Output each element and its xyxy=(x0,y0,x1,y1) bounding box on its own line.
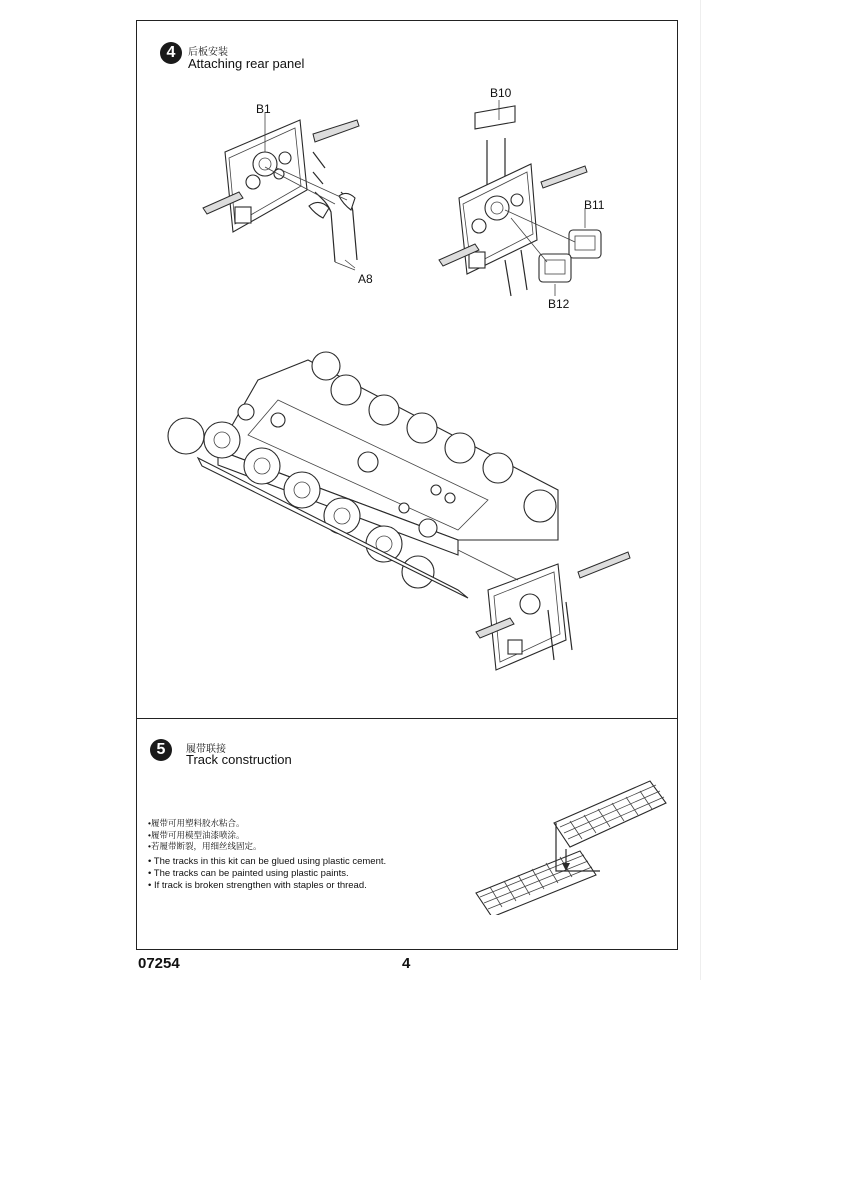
hull-assembly-drawing xyxy=(158,340,638,685)
note-en-1: • The tracks in this kit can be glued using plastic cement. xyxy=(148,855,387,867)
note-zh-1: •履带可用塑料胶水粘合。 xyxy=(148,818,245,828)
step-4-number: 4 xyxy=(166,44,176,61)
step-5-badge xyxy=(150,739,172,761)
note-zh-3: •若履带断裂，用细丝线固定。 xyxy=(148,841,262,851)
section-divider xyxy=(136,718,678,719)
part-label-b10: B10 xyxy=(490,86,512,100)
part-label-a8: A8 xyxy=(358,272,373,286)
note-zh-2: •履带可用模型油漆喷涂。 xyxy=(148,829,245,840)
upper-track-run xyxy=(554,781,666,847)
part-label-b12: B12 xyxy=(548,297,570,311)
step-5-title-en: Track construction xyxy=(186,752,292,767)
step-4-badge xyxy=(160,42,182,64)
page-number: 4 xyxy=(402,955,411,972)
step-5-number: 5 xyxy=(156,741,166,758)
track-construction-drawing xyxy=(470,775,670,915)
note-en-3: • If track is broken strengthen with staples or thread. xyxy=(148,879,367,891)
kit-code: 07254 xyxy=(138,955,180,972)
step-5-title-zh: 履带联接 xyxy=(186,744,226,755)
lower-track-run xyxy=(476,851,596,915)
step-4-title-zh: 后板安装 xyxy=(188,47,228,58)
scan-edge xyxy=(700,0,701,980)
step-4-title-en: Attaching rear panel xyxy=(188,56,305,71)
note-en-2: • The tracks can be painted using plastic paints. xyxy=(148,867,349,879)
rear-panel-left-drawing xyxy=(195,112,365,277)
track-notes xyxy=(148,818,386,892)
part-label-b11: B11 xyxy=(584,198,605,212)
rear-panel-right-drawing xyxy=(435,100,615,300)
part-label-b1: B1 xyxy=(256,102,271,116)
